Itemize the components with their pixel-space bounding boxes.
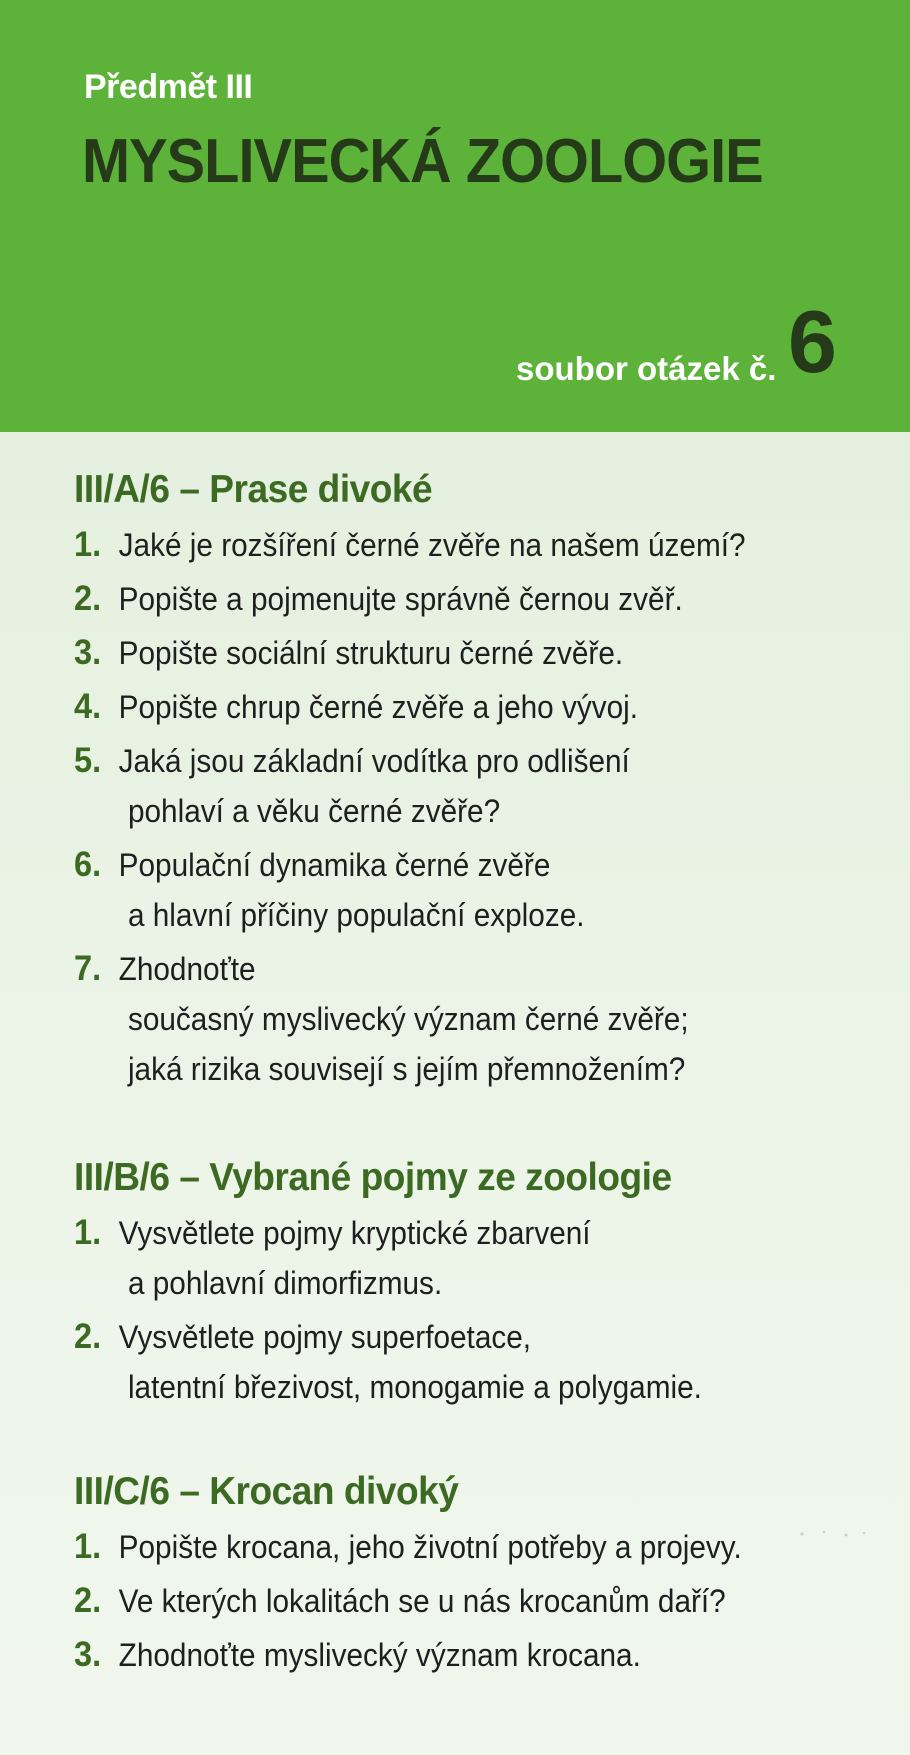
question-set-number: 6: [788, 292, 837, 391]
question-text: Popište sociální strukturu černé zvěře.: [118, 635, 624, 671]
question-text: pohlaví a věku černé zvěře?: [127, 793, 501, 829]
question-item: [74, 628, 881, 678]
question-text: Ve kterých lokalitách se u nás krocanům daří?: [118, 1583, 726, 1619]
section-a: [74, 468, 894, 1098]
question-text: Popište a pojmenujte správně černou zvěř.: [118, 581, 683, 617]
section-b: [74, 1156, 894, 1416]
question-number: 4.: [74, 687, 102, 726]
question-item: [74, 574, 881, 624]
subject-label: Předmět III: [84, 68, 253, 106]
question-text: Jaké je rozšíření černé zvěře na našem území?: [118, 527, 746, 563]
question-text: Popište krocana, jeho životní potřeby a projevy.: [118, 1529, 742, 1565]
question-item: [74, 1208, 881, 1308]
question-text: jaká rizika souvisejí s jejím přemnožením?: [127, 1051, 686, 1087]
header-banner: [0, 0, 910, 432]
page-title: MYSLIVECKÁ ZOOLOGIE: [82, 127, 763, 196]
question-set-label: soubor otázek č.: [516, 350, 777, 387]
section-c: [74, 1470, 894, 1684]
question-item: [74, 1576, 881, 1626]
question-number: 2.: [74, 1317, 102, 1356]
question-item: [74, 944, 881, 1094]
question-number: 1.: [74, 525, 102, 564]
question-number: 2.: [74, 1581, 102, 1620]
question-item: [74, 736, 881, 836]
section-heading: III/C/6 – Krocan divoký: [74, 1470, 459, 1513]
question-text: Vysvětlete pojmy kryptické zbarvení: [118, 1215, 591, 1251]
question-item: [74, 520, 881, 570]
question-text: Zhodnoťte: [118, 951, 256, 987]
question-text: Zhodnoťte myslivecký význam krocana.: [118, 1637, 641, 1673]
question-text: současný myslivecký význam černé zvěře;: [127, 1001, 689, 1037]
question-text: latentní březivost, monogamie a polygamie.: [127, 1369, 702, 1405]
question-text: a hlavní příčiny populační exploze.: [127, 897, 585, 933]
question-number: 5.: [74, 741, 102, 780]
section-heading: III/A/6 – Prase divoké: [74, 468, 433, 511]
question-text: Jaká jsou základní vodítka pro odlišení: [118, 743, 630, 779]
print-speck-decoration: [794, 1528, 884, 1540]
question-number: 3.: [74, 1635, 102, 1674]
question-item: [74, 1312, 881, 1412]
question-number: 7.: [74, 949, 102, 988]
question-number: 1.: [74, 1213, 102, 1252]
question-text: Popište chrup černé zvěře a jeho vývoj.: [118, 689, 639, 725]
question-number: 3.: [74, 633, 102, 672]
question-item: [74, 1630, 881, 1680]
question-text: Populační dynamika černé zvěře: [118, 847, 551, 883]
question-item: [74, 682, 881, 732]
content-area: [0, 432, 910, 1755]
section-heading: III/B/6 – Vybrané pojmy ze zoologie: [74, 1156, 672, 1199]
question-text: Vysvětlete pojmy superfoetace,: [118, 1319, 532, 1355]
question-text: a pohlavní dimorfizmus.: [127, 1265, 443, 1301]
question-number: 2.: [74, 579, 102, 618]
question-item: [74, 1522, 881, 1572]
question-number: 6.: [74, 845, 102, 884]
question-item: [74, 840, 881, 940]
question-number: 1.: [74, 1527, 102, 1566]
